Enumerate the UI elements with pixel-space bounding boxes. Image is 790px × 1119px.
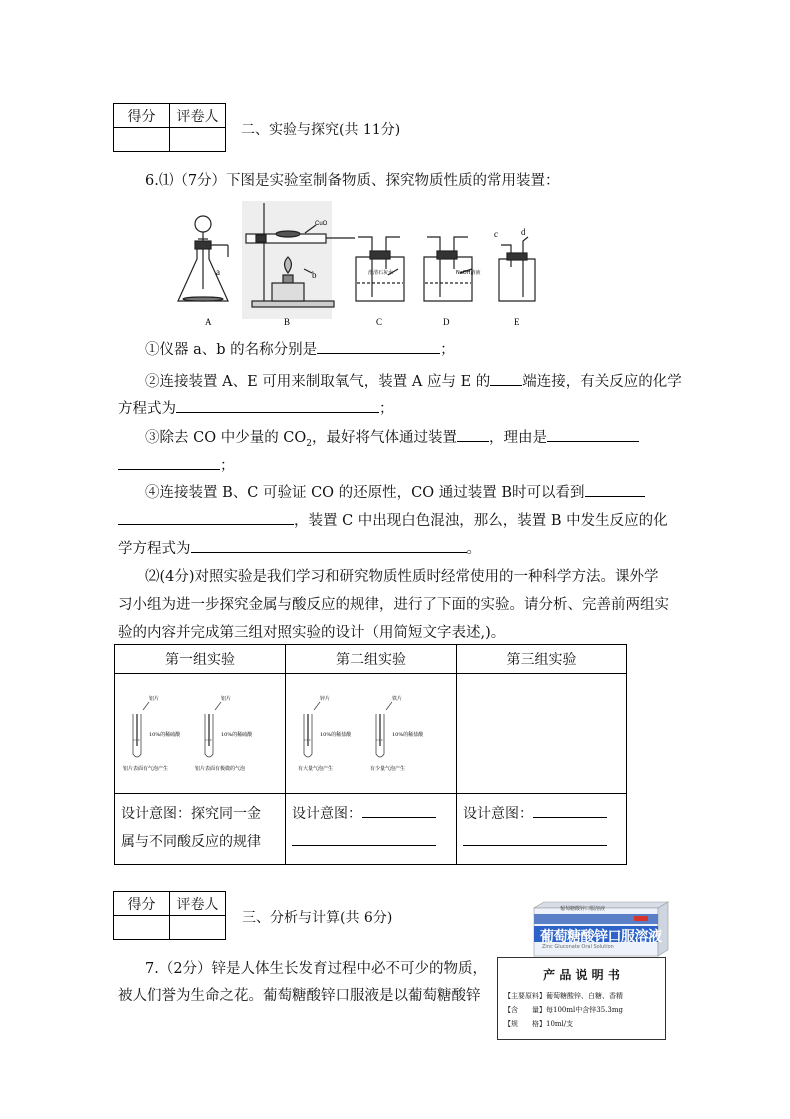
g1-tube2-acid: 10%的稀硫酸 (221, 732, 253, 738)
answer-blank-p3-device[interactable] (457, 427, 489, 442)
manual-title: 产 品 说 明 书 (543, 968, 620, 982)
score-cell (114, 916, 170, 940)
q6-p3-line1: ③除去 CO 中少量的 $CO_2$，最好将气体通过装置 ，理由是 (145, 427, 639, 455)
q6-part2-line2: 习小组为进一步探究金属与酸反应的规律，进行了下面的实验。请分析、完善前两组实 (118, 597, 669, 613)
group2-test-tubes (286, 674, 456, 789)
grader-label: 评卷人 (170, 892, 226, 916)
g1-tube1-top: 铝片 (149, 696, 160, 702)
answer-blank-p3-reason2[interactable] (118, 455, 220, 470)
header-group2: 第二组实验 (286, 645, 457, 674)
answer-blank-p4-eq[interactable] (191, 538, 467, 553)
q6-p1: ①仪器 a、b 的名称分别是 ； (145, 339, 455, 361)
g2-tube1-acid: 10%的稀盐酸 (320, 732, 352, 738)
g2-design-label: 设计意图： (292, 806, 362, 822)
g2-tube1-top: 锌片 (320, 696, 331, 702)
g1-tube1-acid: 10%的稀硫酸 (149, 732, 181, 738)
tag-b: b (312, 270, 317, 280)
naoh-label: NaOH溶液 (456, 270, 481, 276)
q6-part2-line1: ⑵(4分)对照实验是我们学习和研究物质性质时经常使用的一种科学方法。课外学 (145, 569, 659, 585)
q7-line1: 7.（2分）锌是人体生长发育过程中必不可少的物质， (145, 961, 488, 977)
apparatus-figure (160, 197, 540, 329)
g2-design-blank1[interactable] (362, 803, 436, 818)
box-small-label: 葡萄糖酸锌口服溶液 (560, 906, 606, 912)
q6-p4-line2: ，装置 C 中出现白色混浊，那么，装置 B 中发生反应的化 (118, 510, 668, 532)
g3-design-label: 设计意图： (463, 806, 533, 822)
g2-tube2-top: 铁片 (392, 696, 403, 702)
g3-design-blank1[interactable] (533, 803, 607, 818)
label-a: A (205, 317, 212, 327)
experiment-table (114, 644, 627, 865)
answer-blank-p4-observe2[interactable] (118, 510, 294, 525)
label-d: D (443, 317, 450, 327)
answer-blank-p1[interactable] (317, 339, 440, 354)
apparatus-e (499, 237, 535, 301)
product-box (530, 900, 670, 958)
label-c: C (376, 317, 383, 327)
apparatus-d (424, 237, 472, 301)
manual-rows (504, 989, 665, 1031)
q6-p4-line1: ④连接装置 B、C 可验证 CO 的还原性，CO 通过装置 B时可以看到 (145, 482, 645, 504)
tag-d: d (521, 227, 526, 237)
group1-figure-cell (115, 674, 286, 794)
header-group3: 第三组实验 (457, 645, 627, 674)
tag-a: a (216, 267, 220, 277)
g1-tube2-cap: 铝片表面有极微的气泡 (195, 766, 246, 772)
g1-design-line2: 属与不同酸反应的规律 (121, 834, 261, 850)
group3-figure-cell[interactable] (457, 674, 627, 794)
label-b: B (284, 317, 291, 327)
g2-tube2-cap: 有少量气泡产生 (370, 766, 406, 772)
box-subtitle: Zinc Gluconate Oral Solution (542, 944, 614, 950)
header-group1: 第一组实验 (115, 645, 286, 674)
tag-c: c (494, 229, 498, 239)
answer-blank-p4-observe[interactable] (585, 482, 645, 497)
answer-blank-p3-reason[interactable] (547, 427, 639, 442)
score-cell (114, 128, 170, 152)
cuo-label: CuO (315, 221, 328, 227)
g1-design-line1: 设计意图：探究同一金 (121, 806, 261, 822)
q6-p4-line3: 学方程式为 。 (118, 538, 481, 560)
grader-cell (170, 916, 226, 940)
score-table-section3 (113, 891, 226, 940)
q6-part2-line3: 验的内容并完成第三组对照实验的设计（用简短文字表述,)。 (118, 625, 506, 641)
limewater-label: 澄清石灰水 (368, 270, 394, 276)
section2-title: 二、实验与探究(共 11分) (241, 122, 401, 138)
section3-title: 三、分析与计算(共 6分) (242, 910, 393, 926)
apparatus-c (356, 237, 404, 301)
q6-intro: 6.⑴（7分）下图是实验室制备物质、探究物质性质的常用装置： (145, 173, 560, 189)
label-e: E (514, 317, 520, 327)
q6-p2-line1: ②连接装置 A、E 可用来制取氧气，装置 A 应与 E 的 端连接，有关反应的化学 (145, 371, 682, 393)
g3-design-blank2[interactable] (463, 831, 607, 846)
answer-blank-p2-eq[interactable] (176, 398, 379, 413)
product-manual (497, 957, 666, 1040)
group2-figure-cell (286, 674, 457, 794)
g2-tube2-acid: 10%的稀盐酸 (392, 732, 424, 738)
score-label: 得分 (114, 104, 170, 128)
score-table-section2 (113, 103, 226, 152)
grader-cell (170, 128, 226, 152)
q7-line2: 被人们誉为生命之花。葡萄糖酸锌口服液是以葡萄糖酸锌 (118, 988, 481, 1004)
group1-design-cell (115, 794, 286, 865)
manual-row-ingredients: 【主要原料】葡萄糖酸锌、白糖、香精 (504, 992, 623, 1000)
g1-tube1-cap: 铝片表面有气泡产生 (123, 766, 169, 772)
g2-design-blank2[interactable] (292, 831, 436, 846)
apparatus-a (178, 216, 228, 301)
answer-blank-p2-end[interactable] (490, 371, 522, 386)
group1-test-tubes (115, 674, 285, 789)
q6-p3-line2: ； (118, 455, 235, 477)
box-title: 葡萄糖酸锌口服溶液 (540, 929, 662, 945)
g2-tube1-cap: 有大量气泡产生 (298, 766, 334, 772)
group2-design-cell (286, 794, 457, 865)
group3-design-cell (457, 794, 627, 865)
grader-label: 评卷人 (170, 104, 226, 128)
apparatus-b (242, 201, 355, 319)
g1-tube2-top: 铝片 (221, 696, 232, 702)
score-label: 得分 (114, 892, 170, 916)
manual-row-spec: 【规 格】10ml/支 (504, 1020, 574, 1028)
manual-row-content: 【含 量】每100ml中含锌35.3mg (504, 1006, 623, 1014)
q6-p2-line2: 方程式为 ； (118, 398, 394, 420)
